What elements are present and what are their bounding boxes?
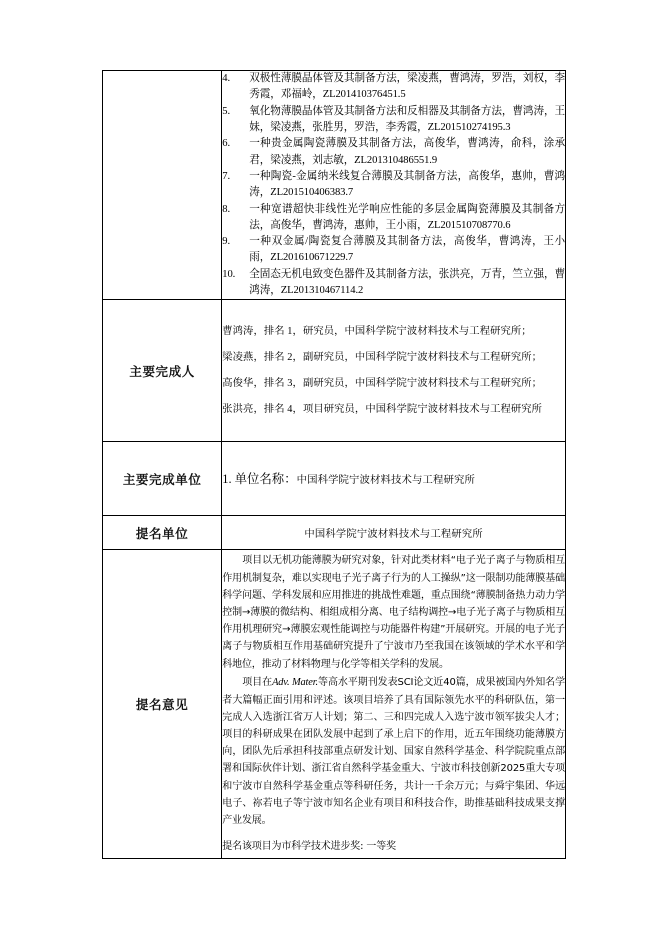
contributor-entry: 高俊华，排名 3，副研究员，中国科学院宁波材料技术与工程研究所； xyxy=(222,377,543,389)
opinion-paragraph-2 xyxy=(222,674,565,829)
main-contributors-cell xyxy=(222,300,566,442)
nominating-unit-cell xyxy=(222,516,566,550)
table-row-nomination-opinion xyxy=(103,550,566,859)
patent-number: 7. xyxy=(222,170,230,182)
opinion-paragraph-1: 项目以无机功能薄膜为研究对象，针对此类材料“电子光子离子与物质相互作用机制复杂，难以实现电子光子离子行为的人工操纵”这一限制功能薄膜基础科学问题、学科发展和应用推进的挑战性难题，重点围绕“薄膜制备热力动力学控制→薄膜的微结构、相组成相分离、电子结构调控→电子光子离子与物质相互作用机理研究→薄膜宏观性能调控与功能器件构建”开展研究。开展的电子光子离子与物质相互作用基础研究提升了宁波市乃至我国在该领域的学术水平和学科地位，推动了材料物理与化学等相关学科的发展。 xyxy=(222,555,565,670)
row-label-empty xyxy=(103,71,222,300)
patent-number: 8. xyxy=(222,203,230,215)
list-item xyxy=(222,136,565,169)
opinion-paragraph-3: 提名该项目为市科学技术进步奖: 一等奖 xyxy=(222,841,396,853)
table-row-nominating-unit xyxy=(103,516,566,550)
list-item xyxy=(222,234,565,267)
row-label-nominating-unit: 提名单位 xyxy=(103,516,222,550)
list-item xyxy=(222,104,565,137)
contributor-entry: 曹鸿涛，排名 1，研究员，中国科学院宁波材料技术与工程研究所； xyxy=(222,326,532,338)
table-row-main-unit xyxy=(103,442,566,516)
main-unit-name: 中国科学院宁波材料技术与工程研究所 xyxy=(296,474,475,486)
nomination-form-table xyxy=(102,70,566,859)
patent-number: 10. xyxy=(222,268,236,280)
patent-text: 双极性薄膜晶体管及其制备方法，梁凌燕，曹鸿涛，罗浩，刘权，李秀霞，邓福岭，ZL201410376451.5 xyxy=(249,73,565,101)
opinion-p2-pre: 项目在 xyxy=(242,676,273,688)
patent-number: 6. xyxy=(222,138,230,150)
opinion-p2-post: 等高水平期刊发表SCI论文近40篇，成果被国内外知名学者大篇幅正面引用和评述。该项目培养了具有国际领先水平的科研队伍，第一完成人入选浙江省万人计划；第二、三和四完成人入选宁波市领军拔尖人才；项目的科研成果在团队发展中起到了承上启下的作用，近五年围绕功能薄膜方向，团队先后承担科技部重点研发计划、国家自然科学基金、科学院院重点部署和国际伙伴计划、浙江省自然科学基金重大、宁波市科技创新2025重大专项和宁波市自然科学基金重点等科研任务，共计一千余万元；与舜宇集团、华远电子、祢若电子等宁波市知名企业有项目和科技合作，助推基础科技成果支撑产业发展。 xyxy=(222,676,565,826)
main-unit-cell xyxy=(222,442,566,516)
patent-number: 9. xyxy=(222,236,230,248)
patent-list-cell xyxy=(222,71,566,300)
list-item xyxy=(222,202,565,235)
journal-name: Adv. Mater. xyxy=(272,676,318,688)
nominating-unit-name: 中国科学院宁波材料技术与工程研究所 xyxy=(304,528,483,540)
patent-text: 氧化物薄膜晶体管及其制备方法和反相器及其制备方法，曹鸿涛，王妹，梁凌燕，张胜男，罗浩，李秀霞，ZL201510274195.3 xyxy=(249,105,565,133)
main-unit-line xyxy=(222,471,565,488)
list-item xyxy=(222,169,565,202)
patent-text: 一种贵金属陶瓷薄膜及其制备方法，高俊华，曹鸿涛，俞科，涂承君，梁凌燕，刘志敏，ZL201310486551.9 xyxy=(249,138,565,166)
patent-number: 5. xyxy=(222,105,230,117)
patent-list xyxy=(222,71,565,299)
row-label-nomination-opinion: 提名意见 xyxy=(103,550,222,859)
patent-number: 4. xyxy=(222,73,230,84)
table-row-main-contributors xyxy=(103,300,566,442)
patent-text: 全固态无机电致变色器件及其制备方法，张洪亮，万青，竺立强，曹鸿涛，ZL201310467114.2 xyxy=(249,268,565,297)
list-item xyxy=(222,71,565,104)
contributor-entry: 梁凌燕，排名 2，副研究员，中国科学院宁波材料技术与工程研究所； xyxy=(222,351,543,363)
patent-text: 一种陶瓷-金属纳米线复合薄膜及其制备方法，高俊华，惠帅，曹鸿涛，ZL201510406383.7 xyxy=(249,170,565,199)
row-label-main-unit: 主要完成单位 xyxy=(103,442,222,516)
list-item xyxy=(222,267,565,300)
main-unit-prefix: 1. 单位名称： xyxy=(222,471,297,486)
patent-text: 一种双金属/陶瓷复合薄膜及其制备方法，高俊华，曹鸿涛，王小雨，ZL201610671229.7 xyxy=(249,236,565,264)
row-label-main-contributors: 主要完成人 xyxy=(103,300,222,442)
table-row-patents xyxy=(103,71,566,300)
contributor-entry: 张洪亮，排名 4，项目研究员，中国科学院宁波材料技术与工程研究所 xyxy=(222,403,543,415)
nomination-opinion-cell xyxy=(222,550,566,859)
patent-text: 一种宽谱超快非线性光学响应性能的多层金属陶瓷薄膜及其制备方法，高俊华，曹鸿涛，惠帅，王小雨，ZL201510708770.6 xyxy=(249,203,565,231)
